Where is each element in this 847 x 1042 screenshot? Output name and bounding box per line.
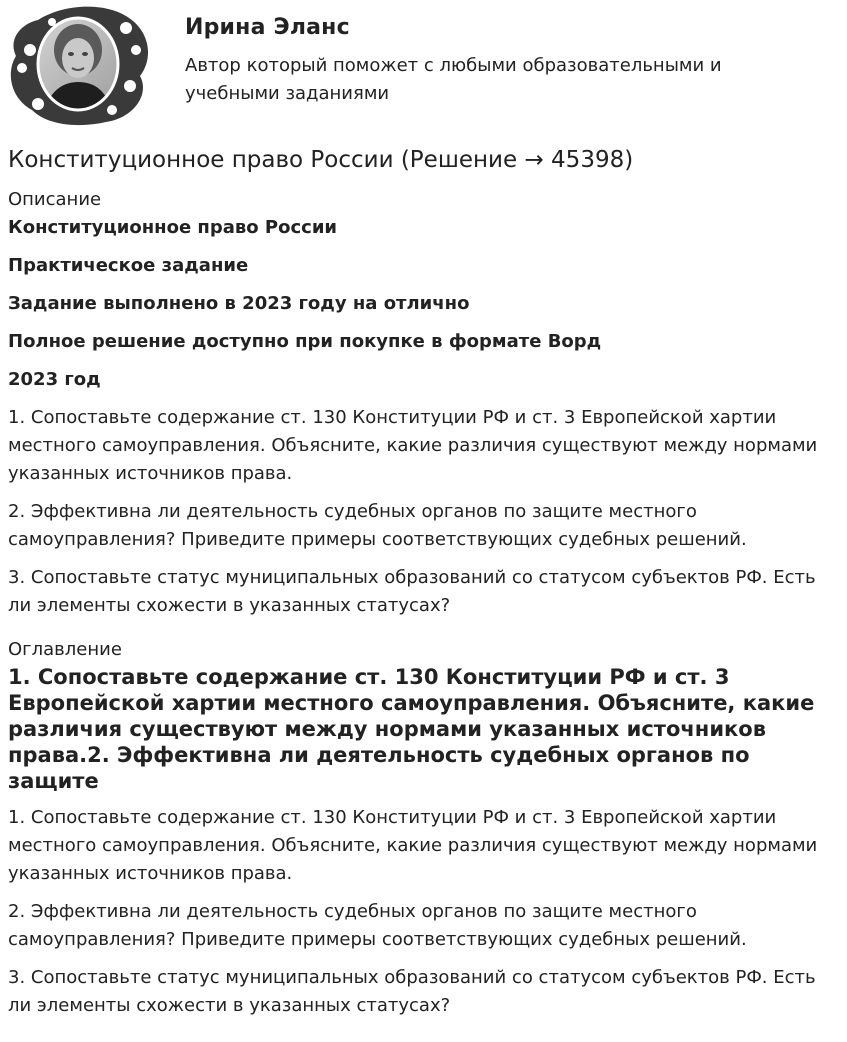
question-paragraph: 3. Сопоставьте статус муниципальных образований со статусом субъектов РФ. Есть ли элементы схожести в указанных статусах? <box>8 567 816 616</box>
description-line: Полное решение доступно при покупке в формате Ворд <box>8 331 602 352</box>
toc-content <box>8 804 838 1030</box>
description-line: Задание выполнено в 2023 году на отлично <box>8 293 470 314</box>
toc-heading: 1. Сопоставьте содержание ст. 130 Конституции РФ и ст. 3 Европейской хартии местного самоуправления. Объясните, какие различия существуют между нормами указанных источников права.2. Эффективна ли деятельность судебных органов по защите <box>8 665 815 793</box>
description-label: Описание <box>8 189 102 210</box>
author-card <box>8 6 838 130</box>
question-paragraph: 2. Эффективна ли деятельность судебных органов по защите местного самоуправления? Приведите примеры соответствующих судебных решений. <box>8 501 747 550</box>
author-name[interactable]: Ирина Эланс <box>185 15 350 40</box>
description-line: Практическое задание <box>8 255 249 276</box>
question-paragraph: 3. Сопоставьте статус муниципальных образований со статусом субъектов РФ. Есть ли элементы схожести в указанных статусах? <box>8 967 816 1016</box>
description-content <box>8 214 838 630</box>
question-paragraph: 1. Сопоставьте содержание ст. 130 Конституции РФ и ст. 3 Европейской хартии местного самоуправления. Объясните, какие различия существуют между нормами указанных источников права. <box>8 407 818 484</box>
author-description: Автор который поможет с любыми образовательными и учебными заданиями <box>185 55 722 104</box>
description-line: 2023 год <box>8 369 101 390</box>
page-title: Конституционное право России (Решение → 45398) <box>8 147 634 173</box>
question-paragraph: 1. Сопоставьте содержание ст. 130 Конституции РФ и ст. 3 Европейской хартии местного самоуправления. Объясните, какие различия существуют между нормами указанных источников права. <box>8 807 818 884</box>
question-paragraph: 2. Эффективна ли деятельность судебных органов по защите местного самоуправления? Приведите примеры соответствующих судебных решений. <box>8 901 747 950</box>
toc-label: Оглавление <box>8 639 122 660</box>
description-line: Конституционное право России <box>8 217 338 238</box>
avatar <box>8 6 150 126</box>
